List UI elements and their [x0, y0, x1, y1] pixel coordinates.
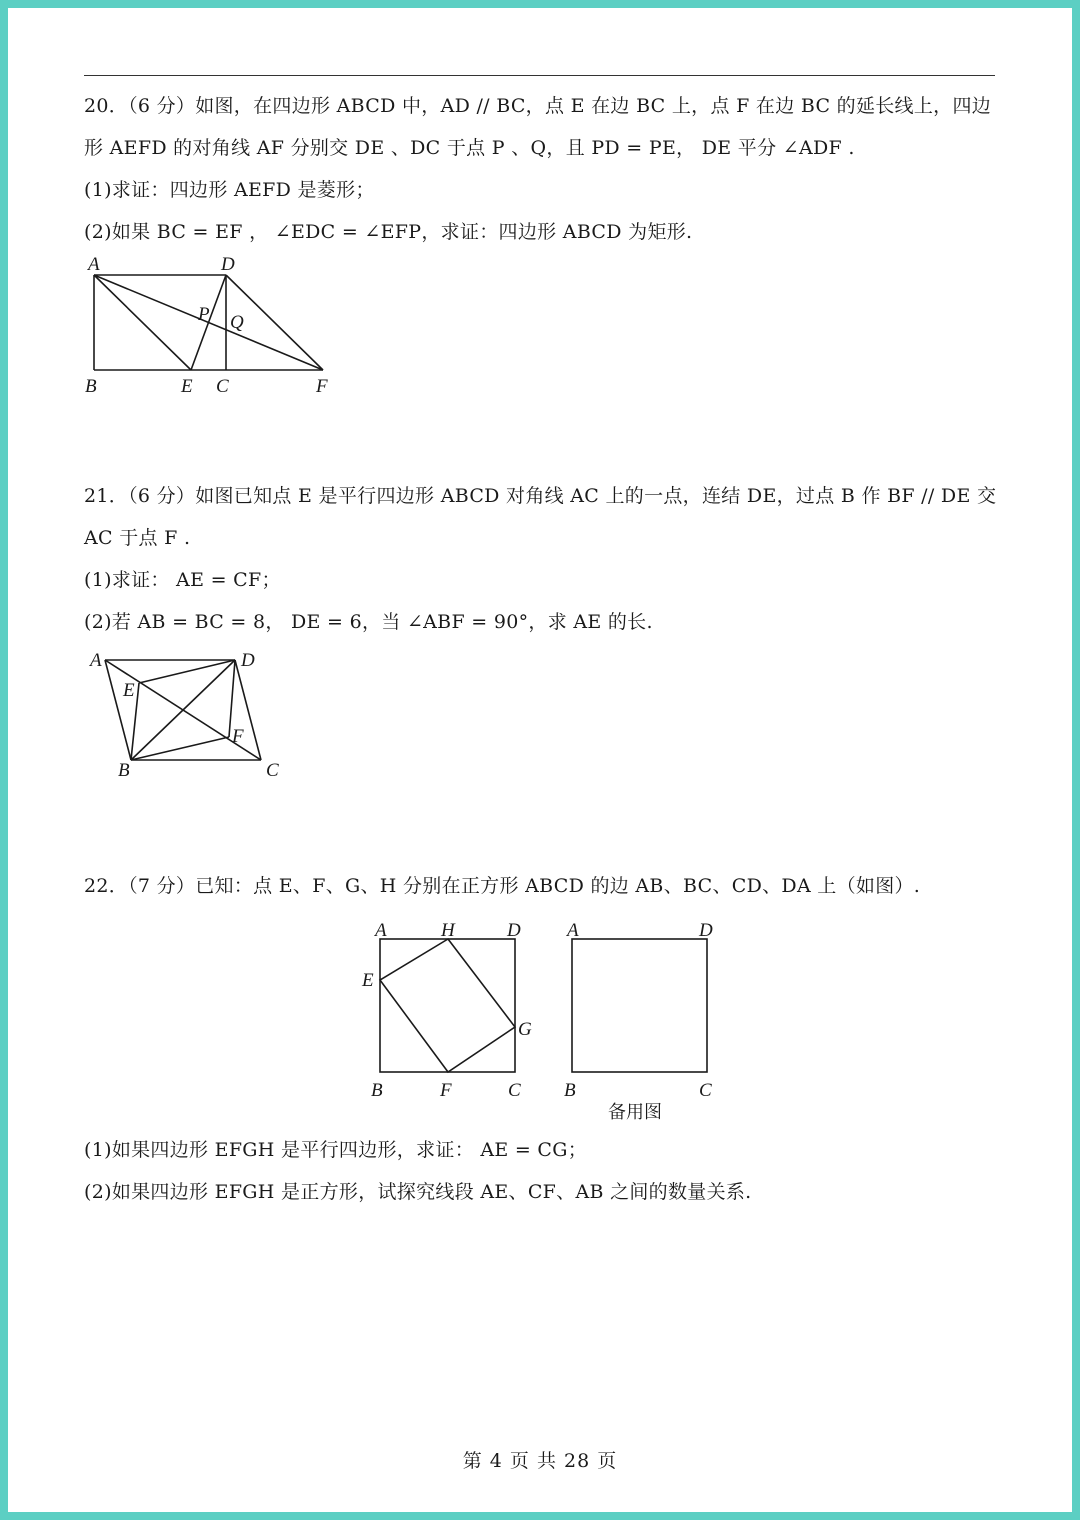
header-rule	[84, 75, 995, 76]
q21-label-E: E	[123, 680, 135, 701]
q22-spare-label-C: C	[699, 1080, 712, 1101]
q20-label-C: C	[216, 376, 229, 397]
q21-part2: (2)若 AB = BC = 8， DE = 6，当 ∠ABF = 90°，求 AE 的长.	[84, 611, 653, 633]
q20-label-E: E	[181, 376, 193, 397]
q22-figure	[358, 916, 538, 1101]
q21-label-D: D	[241, 650, 255, 671]
q22-label-G: G	[518, 1019, 532, 1040]
q22-part1: (1)如果四边形 EFGH 是平行四边形，求证： AE = CG；	[84, 1139, 588, 1161]
q22-stem: 22．（7 分）已知：点 E、F、G、H 分别在正方形 ABCD 的边 AB、BC、CD、DA 上（如图）.	[84, 875, 921, 897]
q21-label-F: F	[232, 726, 244, 747]
q22-label-A: A	[375, 920, 387, 941]
q20-label-F: F	[316, 376, 328, 397]
q22-label-H: H	[441, 920, 455, 941]
q22-label-E: E	[362, 970, 374, 991]
q20-label-D: D	[221, 254, 235, 275]
q20-figure	[78, 250, 358, 400]
q22-label-C: C	[508, 1080, 521, 1101]
q22-label-D: D	[507, 920, 521, 941]
q20-stem-line2: 形 AEFD 的对角线 AF 分别交 DE 、DC 于点 P 、Q，且 PD = PE， DE 平分 ∠ADF .	[84, 137, 855, 159]
q22-spare-label-D: D	[699, 920, 713, 941]
page-footer: 第 4 页 共 28 页	[462, 1450, 618, 1472]
q20-label-P: P	[198, 304, 210, 325]
q20-part2: (2)如果 BC = EF ， ∠EDC = ∠EFP，求证：四边形 ABCD 为矩形.	[84, 221, 693, 243]
q21-stem-line2: AC 于点 F .	[84, 527, 191, 549]
q20-label-B: B	[85, 376, 97, 397]
q20-label-A: A	[88, 254, 100, 275]
q22-spare-caption: 备用图	[608, 1102, 662, 1123]
q21-figure	[83, 648, 313, 783]
q22-part2: (2)如果四边形 EFGH 是正方形，试探究线段 AE、CF、AB 之间的数量关系.	[84, 1181, 752, 1203]
q22-label-B: B	[371, 1080, 383, 1101]
q22-spare-label-B: B	[564, 1080, 576, 1101]
q21-stem-line1: 21．（6 分）如图已知点 E 是平行四边形 ABCD 对角线 AC 上的一点，连结 DE，过点 B 作 BF // DE 交	[84, 485, 997, 507]
q21-label-B: B	[118, 760, 130, 781]
q20-stem-line1: 20．（6 分）如图，在四边形 ABCD 中，AD // BC，点 E 在边 BC 上，点 F 在边 BC 的延长线上，四边	[84, 95, 992, 117]
q22-spare-label-A: A	[567, 920, 579, 941]
exam-page	[8, 8, 1072, 1512]
q22-spare-figure	[558, 916, 733, 1121]
q22-label-F: F	[440, 1080, 452, 1101]
q21-part1: (1)求证： AE = CF；	[84, 569, 281, 591]
q20-part1: (1)求证：四边形 AEFD 是菱形；	[84, 179, 375, 201]
q21-label-C: C	[266, 760, 279, 781]
q20-label-Q: Q	[230, 312, 244, 333]
q21-label-A: A	[90, 650, 102, 671]
